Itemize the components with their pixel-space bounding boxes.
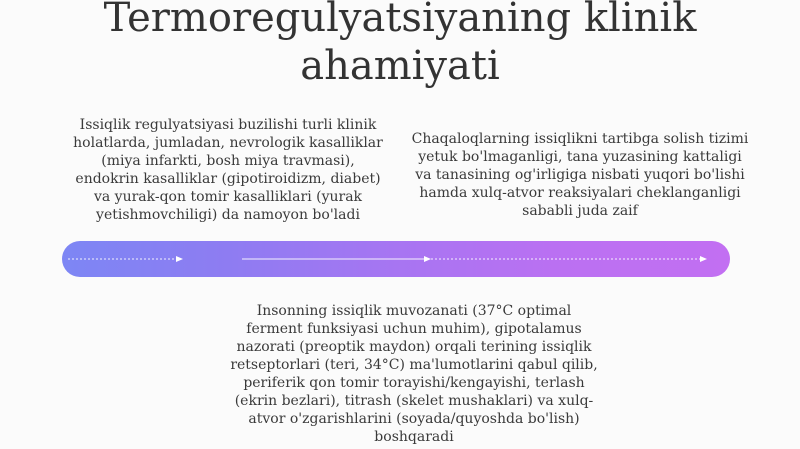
timeline-arrows [62, 241, 730, 277]
timeline-arrow-icon [176, 256, 183, 262]
timeline-arrow-icon [700, 256, 707, 262]
left-text-block: Issiqlik regulyatsiyasi buzilishi turli klinik holatlarda, jumladan, nevrologik kasalliklar (miya infarkti, bosh miya travmasi), endokrin kasalliklar (gipotiroidizm, diabet) va yurak-qon tomir kasalliklari (yurak yetishmovchiligi) da namoyon bo'ladi [73, 117, 383, 223]
timeline-arrow-icon [424, 256, 431, 262]
timeline-bar [62, 241, 730, 277]
right-text-block: Chaqaloqlarning issiqlikni tartibga solish tizimi yetuk bo'lmaganligi, tana yuzasining kattaligi va tanasining og'irligiga nisbati yuqori bo'lishi hamda xulq-atvor reaksiyalari cheklanganligi sababli juda zaif [411, 131, 749, 219]
bottom-text-block: Insonning issiqlik muvozanati (37°C optimal ferment funksiyasi uchun muhim), gipotalamus nazorati (preoptik maydon) orqali terining issiqlik retseptorlari (teri, 34°C) ma'lumotlarini qabul qilib, periferik qon tomir torayishi/kengayishi, terlash (ekrin bezlari), titrash (skelet mushaklari) va xulq-atvor o'zgarishlarini (soyada/quyoshda bo'lish) boshqaradi [230, 303, 598, 445]
page-title: Termoregulyatsiyaning klinik ahamiyati [103, 0, 697, 89]
